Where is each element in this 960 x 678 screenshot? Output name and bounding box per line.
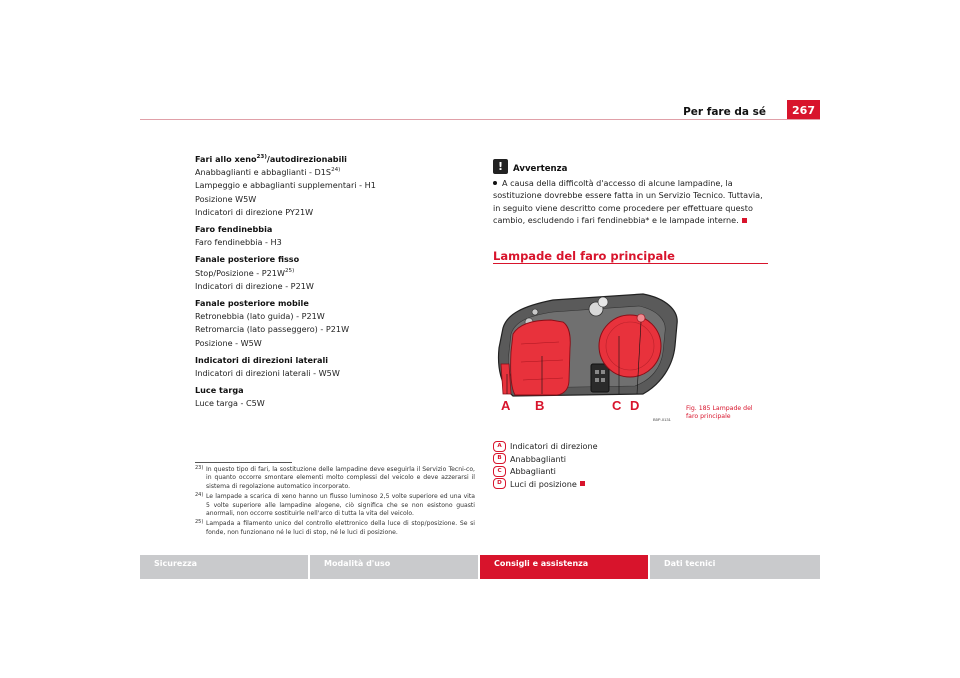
section-heading-rule [493,263,768,264]
bulb-line: Retronebbia (lato guida) - P21W [195,311,325,322]
bulb-line-text: Stop/Posizione - P21W [195,267,285,278]
bulb-line: Faro fendinebbia - H3 [195,237,282,248]
section-title-text: Fari allo xeno [195,154,257,164]
socket-pin [601,370,605,374]
footnote [195,520,475,537]
section-title: Fanale posteriore mobile [195,298,309,309]
legend-item [493,478,598,491]
socket-pin [601,378,605,382]
warning-text: A causa della difficoltà d'accesso di alcune lampadine, la sostituzione dovrebbe essere fatta in un Servizio Tecnico. Tuttavia, in seguito viene descritto come procedere per effettuare questo cambio, escludendo i fari fendinebbia* e le lampade interne. [493,178,763,225]
footnote-ref: 23) [256,154,267,160]
mount-point [532,309,538,315]
warning-icon: ! [493,159,508,174]
bulb-line [195,267,465,280]
page-header-title: Per fare da sé [683,106,766,118]
footnote-ref: 25) [284,267,295,274]
bulb-list [195,153,465,411]
end-marker-icon [580,481,585,486]
bulb-line: Posizione W5W [195,193,257,204]
bulb-section [195,253,465,293]
bullet-icon [493,181,497,185]
bulb-line: Indicatori di direzione - P21W [195,280,314,291]
warning-title: Avvertenza [513,164,568,174]
section-title [195,153,465,166]
bulb-line [195,166,465,179]
legend-text: Indicatori di direzione [510,441,598,451]
footnote-ref: 24) [331,167,341,174]
legend-text: Luci di posizione [510,478,577,489]
legend-badge: D [493,478,506,489]
nav-tab-dati-tecnici[interactable]: Dati tecnici [650,555,820,579]
bulb-line: Lampeggio e abbaglianti supplementari - H1 [195,180,376,191]
socket-pin [595,370,599,374]
bulb-line: Luce targa - C5W [195,398,265,409]
bulb-line: Retromarcia (lato passeggero) - P21W [195,324,350,335]
headlamp-figure [493,276,679,424]
page-number-badge: 267 [787,100,820,120]
footnote-number: 23) [195,465,204,471]
bulb-section [195,223,465,249]
section-title: Indicatori di direzioni laterali [195,354,329,365]
footnote-text: In questo tipo di fari, la sostituzione delle lampadine deve eseguirla il Servizio Tecni-co, in quanto occorre smontare elementi molto complessi del veicolo e deve azzerarsi il sistema di regolazione automatico incorporato. [206,466,475,490]
footnotes [195,466,475,539]
bulb-line-text: Anabbaglianti e abbaglianti - D1S [195,167,332,178]
top-cap-small [598,297,608,307]
legend-item [493,465,598,478]
connector-socket [591,364,609,392]
footnote-text: Le lampade a scarica di xeno hanno un flusso luminoso 2,5 volte superiore ed una vita 5 volte superiore alle lampadine alogene, ciò significa che se non esistono guasti anormali, non occorre sostituirle nell'arco di tutta la vita del veicolo. [206,493,475,518]
figure-label-a: A [501,398,511,413]
footnote-divider [195,462,292,463]
bulb-section [195,384,465,410]
legend-item [493,453,598,466]
figure-legend [493,440,598,490]
bulb-line: Indicatori di direzioni laterali - W5W [195,368,340,379]
legend-item [493,440,598,453]
bulb-section [195,354,465,380]
position-light-highlight [637,314,645,322]
bulb-section [195,297,465,350]
figure-caption: Fig. 185 Lampade del faro principale [686,405,753,420]
nav-tab-sicurezza[interactable]: Sicurezza [140,555,308,579]
figure-code: B5P-0131 [653,417,671,422]
legend-badge: B [493,453,506,464]
section-title: Luce targa [195,385,244,396]
nav-tab-modalita-uso[interactable]: Modalità d'uso [310,555,478,579]
section-title-suffix: /autodirezionabili [266,154,347,164]
footnote [195,466,475,491]
legend-badge: C [493,466,506,477]
bulb-line: Posizione - W5W [195,337,262,348]
bulb-line: Indicatori di direzione PY21W [195,206,314,217]
legend-badge: A [493,441,506,452]
figure-label-c: C [612,398,622,413]
figure-label-d: D [630,398,640,413]
footnote [195,493,475,518]
section-title: Faro fendinebbia [195,224,273,235]
legend-text: Abbaglianti [510,466,556,476]
turn-signal-highlight [501,364,511,394]
footnote-number: 24) [195,492,204,499]
footnote-number: 25) [195,519,204,526]
warning-body [493,177,769,226]
header-divider [140,119,820,120]
figure-label-b: B [535,398,545,413]
section-title: Fanale posteriore fisso [195,254,300,265]
legend-text: Anabbaglianti [510,453,567,464]
end-marker-icon [742,218,747,223]
bulb-section [195,153,465,219]
socket-pin [595,378,599,382]
footnote-text: Lampada a filamento unico del controllo elettronico della luce di stop/posizione. Se si fonde, non funzionano né le luci di stop, né le luci di posizione. [206,520,475,536]
high-beam-cover-highlight [599,315,661,377]
nav-tab-consigli-assistenza[interactable]: Consigli e assistenza [480,555,648,579]
section-heading: Lampade del faro principale [493,249,675,263]
low-beam-cover-highlight [511,320,571,395]
